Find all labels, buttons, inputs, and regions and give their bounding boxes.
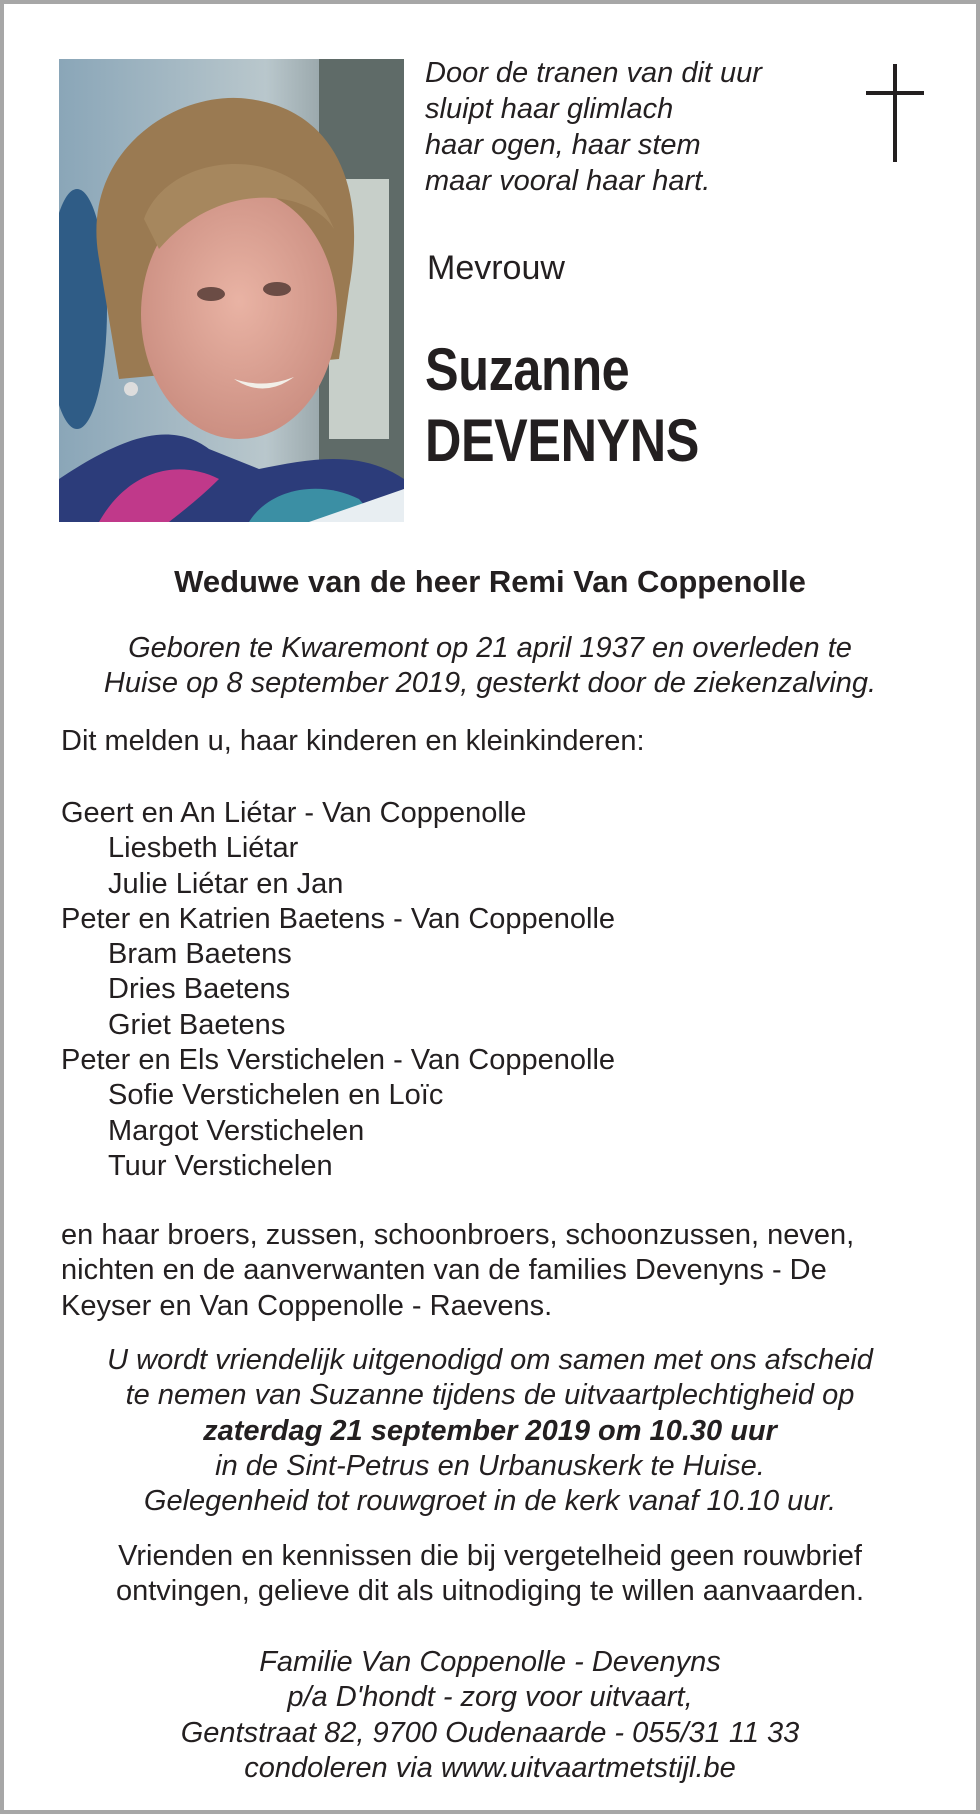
- funeral-location: in de Sint-Petrus en Urbanuskerk te Huise.: [215, 1449, 765, 1482]
- birth-death-info: [4, 631, 976, 701]
- poem: [425, 55, 762, 199]
- family-head: Geert en An Liétar - Van Coppenolle: [61, 797, 527, 829]
- invite-line: U wordt vriendelijk uitgenodigd om samen met ons afscheid: [107, 1344, 873, 1376]
- invite-line: te nemen van Suzanne tijdens de uitvaartplechtigheid op: [125, 1379, 855, 1412]
- grandchild: Tuur Verstichelen: [108, 1149, 333, 1182]
- family-signature: Familie Van Coppenolle - Devenyns: [259, 1646, 721, 1678]
- friends-line: ontvingen, gelieve dit als uitnodiging te willen aanvaarden.: [115, 1575, 865, 1608]
- signature-block: [4, 1645, 976, 1786]
- born-line: Geboren te Kwaremont op 21 april 1937 en overleden te: [128, 632, 852, 664]
- funeral-home: p/a D'hondt - zorg voor uitvaart,: [287, 1681, 693, 1714]
- honorific: Mevrouw: [427, 249, 565, 287]
- announcement-line: Dit melden u, haar kinderen en kleinkinderen:: [61, 725, 645, 757]
- grandchild: Julie Liétar en Jan: [108, 867, 344, 900]
- poem-line: Door de tranen van dit uur: [425, 57, 762, 89]
- poem-line: sluipt haar glimlach: [425, 93, 674, 125]
- condolence-website: condoleren via www.uitvaartmetstijl.be: [244, 1751, 736, 1784]
- grandchild: Sofie Verstichelen en Loïc: [108, 1079, 444, 1112]
- family-list: [61, 796, 615, 1184]
- friends-line: Vrienden en kennissen die bij vergetelheid geen rouwbrief: [118, 1540, 862, 1572]
- funeral-date: zaterdag 21 september 2019 om 10.30 uur: [203, 1414, 777, 1447]
- born-line: Huise op 8 september 2019, gesterkt door de ziekenzalving.: [103, 667, 877, 699]
- condolence-time: Gelegenheid tot rouwgroet in de kerk vanaf 10.10 uur.: [143, 1485, 837, 1518]
- poem-line: maar vooral haar hart.: [425, 165, 711, 197]
- friends-notice: [4, 1539, 976, 1610]
- grandchild: Liesbeth Liétar: [108, 832, 299, 865]
- family-head: Peter en Katrien Baetens - Van Coppenolle: [61, 902, 616, 935]
- extended-line: Keyser en Van Coppenolle - Raevens.: [61, 1289, 553, 1322]
- widow-line: Weduwe van de heer Remi Van Coppenolle: [174, 564, 806, 599]
- first-name: Suzanne: [425, 336, 630, 403]
- grandchild: Dries Baetens: [108, 973, 291, 1006]
- grandchild: Bram Baetens: [108, 938, 292, 971]
- address-phone: Gentstraat 82, 9700 Oudenaarde - 055/31 11 33: [180, 1716, 800, 1749]
- poem-line: haar ogen, haar stem: [425, 129, 701, 161]
- extended-line: en haar broers, zussen, schoonbroers, schoonzussen, neven,: [61, 1219, 855, 1251]
- funeral-invitation: [4, 1343, 976, 1519]
- grandchild: Margot Verstichelen: [108, 1114, 365, 1147]
- extended-family: [61, 1218, 941, 1324]
- last-name: DEVENYNS: [425, 407, 699, 474]
- cross-icon: [866, 64, 924, 162]
- grandchild: Griet Baetens: [108, 1008, 286, 1041]
- deceased-name: [425, 334, 699, 476]
- portrait-photo: [59, 59, 404, 522]
- extended-line: nichten en de aanverwanten van de families Devenyns - De: [61, 1254, 827, 1287]
- family-head: Peter en Els Verstichelen - Van Coppenolle: [61, 1044, 616, 1077]
